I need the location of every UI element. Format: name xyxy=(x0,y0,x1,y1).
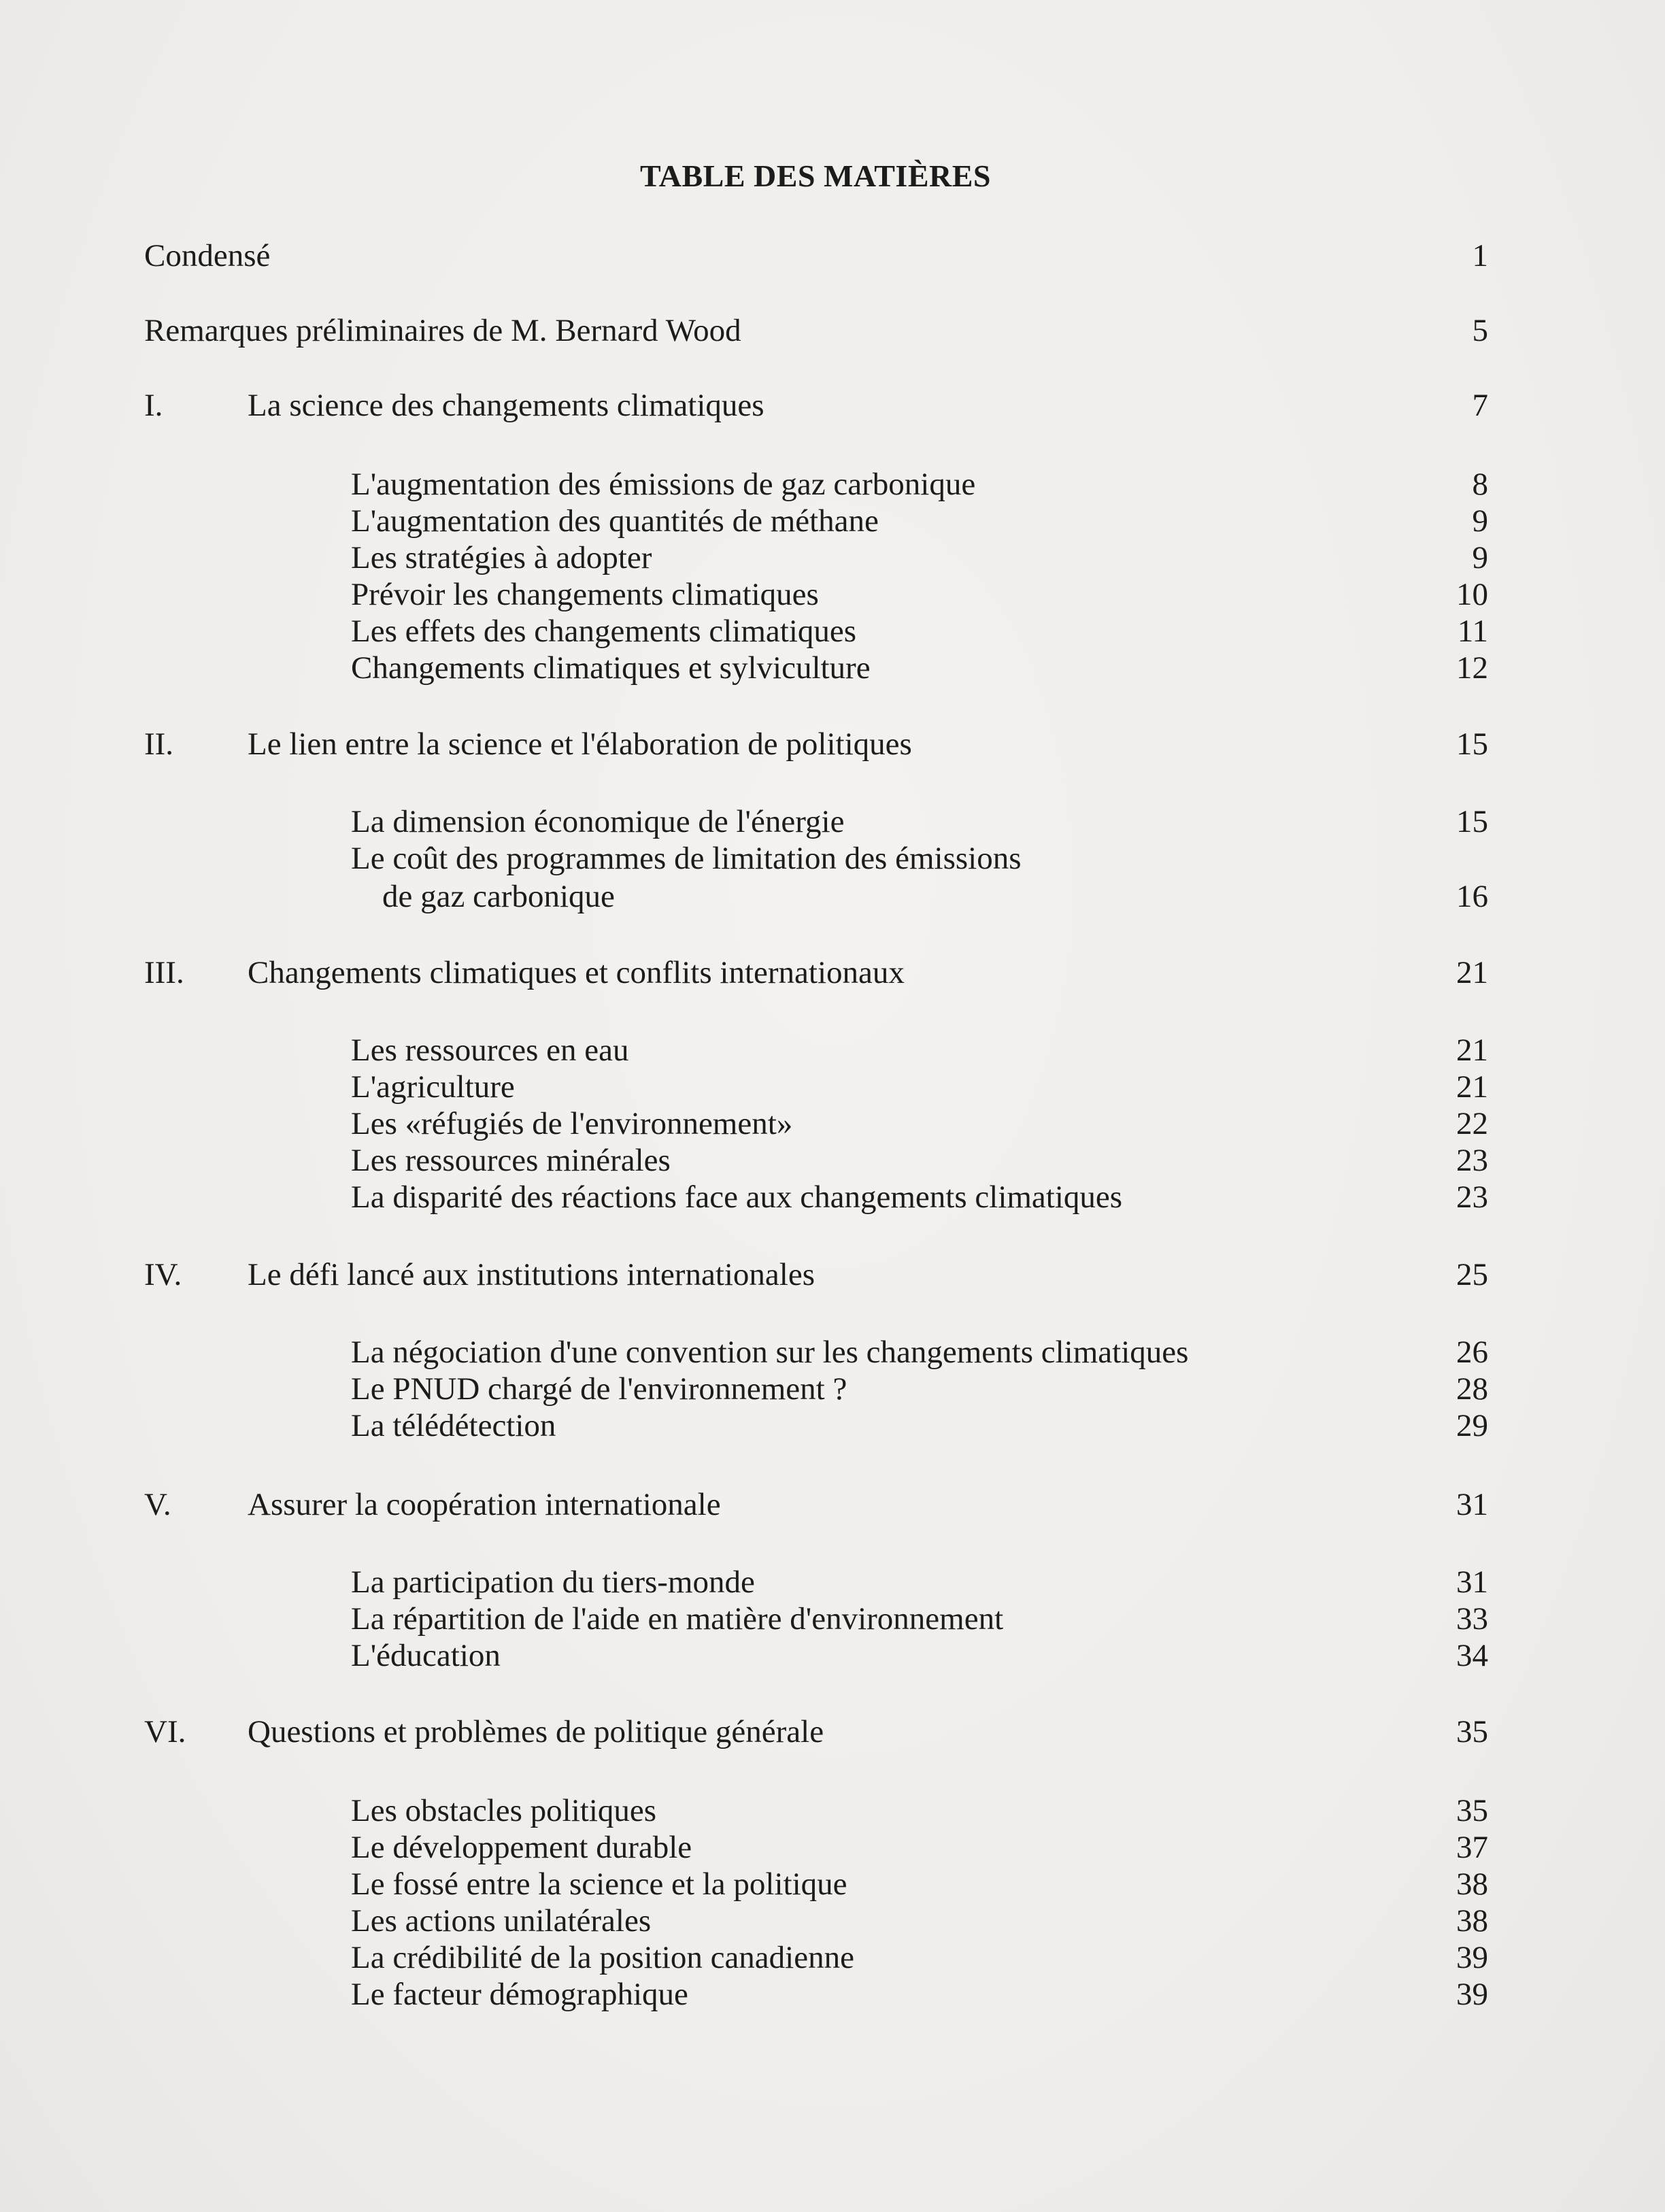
entry-title: La disparité des réactions face aux changements climatiques xyxy=(351,1179,1123,1215)
entry-title: Changements climatiques et sylviculture xyxy=(351,650,871,686)
section-number: V. xyxy=(144,1487,171,1522)
page-number: 11 xyxy=(1457,614,1488,649)
entry-title: Les ressources en eau xyxy=(351,1033,629,1068)
entry-title: L'éducation xyxy=(351,1638,501,1673)
toc-entry xyxy=(0,877,1488,916)
entry-title: Le fossé entre la science et la politique xyxy=(351,1866,847,1902)
entry-title: Le coût des programmes de limitation des émissions xyxy=(351,841,1022,876)
page-number: 9 xyxy=(1472,503,1488,539)
toc-entry xyxy=(0,612,1488,650)
section-number: I. xyxy=(144,388,163,423)
toc-entry xyxy=(0,1256,1488,1294)
page-number: 7 xyxy=(1472,388,1488,423)
page-number: 21 xyxy=(1456,1069,1488,1105)
page-number: 35 xyxy=(1456,1714,1488,1749)
entry-title: Les effets des changements climatiques xyxy=(351,614,857,649)
page-number: 31 xyxy=(1456,1487,1488,1522)
section-title: Le défi lancé aux institutions internationales xyxy=(248,1257,815,1292)
entry-title: Les ressources minérales xyxy=(351,1143,671,1178)
entry-title: L'augmentation des quantités de méthane xyxy=(351,503,879,539)
toc-entry xyxy=(0,725,1488,763)
toc-entry xyxy=(0,803,1488,841)
section-number: VI. xyxy=(144,1714,186,1749)
page-number: 10 xyxy=(1456,577,1488,612)
section-title: Changements climatiques et conflits internationaux xyxy=(248,955,905,990)
section-title: Assurer la coopération internationale xyxy=(248,1487,721,1522)
toc-entry xyxy=(0,1828,1488,1866)
toc-entry xyxy=(0,1637,1488,1675)
page-number: 38 xyxy=(1456,1903,1488,1939)
page-number: 1 xyxy=(1472,238,1488,273)
entry-title: Le PNUD chargé de l'environnement ? xyxy=(351,1371,847,1407)
toc-entry xyxy=(0,839,1488,877)
toc-entry xyxy=(0,954,1488,992)
toc-entry xyxy=(0,1370,1488,1408)
section-number: IV. xyxy=(144,1257,182,1292)
section-number: II. xyxy=(144,726,174,762)
page-number: 15 xyxy=(1456,804,1488,839)
toc-entry xyxy=(0,1902,1488,1940)
entry-title: Remarques préliminaires de M. Bernard Wood xyxy=(144,313,741,348)
toc-entry xyxy=(0,1600,1488,1638)
entry-title: La dimension économique de l'énergie xyxy=(351,804,845,839)
section-title: Le lien entre la science et l'élaboration de politiques xyxy=(248,726,912,762)
page-number: 15 xyxy=(1456,726,1488,762)
entry-title: L'augmentation des émissions de gaz carbonique xyxy=(351,467,976,502)
entry-title: L'agriculture xyxy=(351,1069,515,1105)
entry-title: Condensé xyxy=(144,238,271,273)
page-number: 28 xyxy=(1456,1371,1488,1407)
toc-entry xyxy=(0,1333,1488,1371)
page-number: 33 xyxy=(1456,1601,1488,1637)
page-number: 34 xyxy=(1456,1638,1488,1673)
page-number: 39 xyxy=(1456,1940,1488,1975)
entry-title: Le développement durable xyxy=(351,1830,692,1865)
entry-title: Prévoir les changements climatiques xyxy=(351,577,819,612)
toc-entry xyxy=(0,575,1488,614)
entry-title: Les «réfugiés de l'environnement» xyxy=(351,1106,793,1141)
entry-title: La télédétection xyxy=(351,1408,556,1443)
toc-entry xyxy=(0,1178,1488,1216)
entry-title: Le facteur démographique xyxy=(351,1977,688,2012)
toc-entry xyxy=(0,1407,1488,1445)
toc-entry xyxy=(0,1792,1488,1830)
page-number: 25 xyxy=(1456,1257,1488,1292)
toc-entry xyxy=(0,237,1488,275)
page-number: 29 xyxy=(1456,1408,1488,1443)
toc-entry xyxy=(0,1141,1488,1179)
page-number: 9 xyxy=(1472,540,1488,575)
page-number: 12 xyxy=(1456,650,1488,686)
entry-title: La crédibilité de la position canadienne xyxy=(351,1940,854,1975)
entry-title: de gaz carbonique xyxy=(382,879,615,914)
page-number: 21 xyxy=(1456,955,1488,990)
page-number: 16 xyxy=(1456,879,1488,914)
page-title: TABLE DES MATIÈRES xyxy=(640,158,991,193)
toc-entry xyxy=(0,1865,1488,1903)
page-number: 31 xyxy=(1456,1564,1488,1600)
toc-entry xyxy=(0,1105,1488,1143)
toc-entry xyxy=(0,1068,1488,1106)
page-number: 26 xyxy=(1456,1335,1488,1370)
section-title: Questions et problèmes de politique générale xyxy=(248,1714,824,1749)
section-title: La science des changements climatiques xyxy=(248,388,764,423)
toc-entry xyxy=(0,539,1488,577)
page-number: 23 xyxy=(1456,1179,1488,1215)
page-number: 39 xyxy=(1456,1977,1488,2012)
section-number: III. xyxy=(144,955,184,990)
entry-title: Les stratégies à adopter xyxy=(351,540,652,575)
entry-title: Les obstacles politiques xyxy=(351,1793,657,1828)
page-number: 8 xyxy=(1472,467,1488,502)
toc-entry xyxy=(0,1031,1488,1069)
page-number: 35 xyxy=(1456,1793,1488,1828)
toc-entry xyxy=(0,1486,1488,1524)
toc-entry xyxy=(0,1975,1488,2013)
page-number: 5 xyxy=(1472,313,1488,348)
toc-entry xyxy=(0,502,1488,540)
page-number: 38 xyxy=(1456,1866,1488,1902)
toc-entry xyxy=(0,386,1488,424)
toc-entry xyxy=(0,1713,1488,1751)
entry-title: La participation du tiers-monde xyxy=(351,1564,755,1600)
entry-title: La négociation d'une convention sur les changements climatiques xyxy=(351,1335,1189,1370)
toc-entry xyxy=(0,1563,1488,1601)
page-number: 22 xyxy=(1456,1106,1488,1141)
toc-entry xyxy=(0,1939,1488,1977)
toc-entry xyxy=(0,312,1488,350)
toc-entry xyxy=(0,465,1488,503)
page-number: 21 xyxy=(1456,1033,1488,1068)
toc-entry xyxy=(0,649,1488,687)
entry-title: La répartition de l'aide en matière d'environnement xyxy=(351,1601,1004,1637)
entry-title: Les actions unilatérales xyxy=(351,1903,652,1939)
page-number: 23 xyxy=(1456,1143,1488,1178)
page-number: 37 xyxy=(1456,1830,1488,1865)
